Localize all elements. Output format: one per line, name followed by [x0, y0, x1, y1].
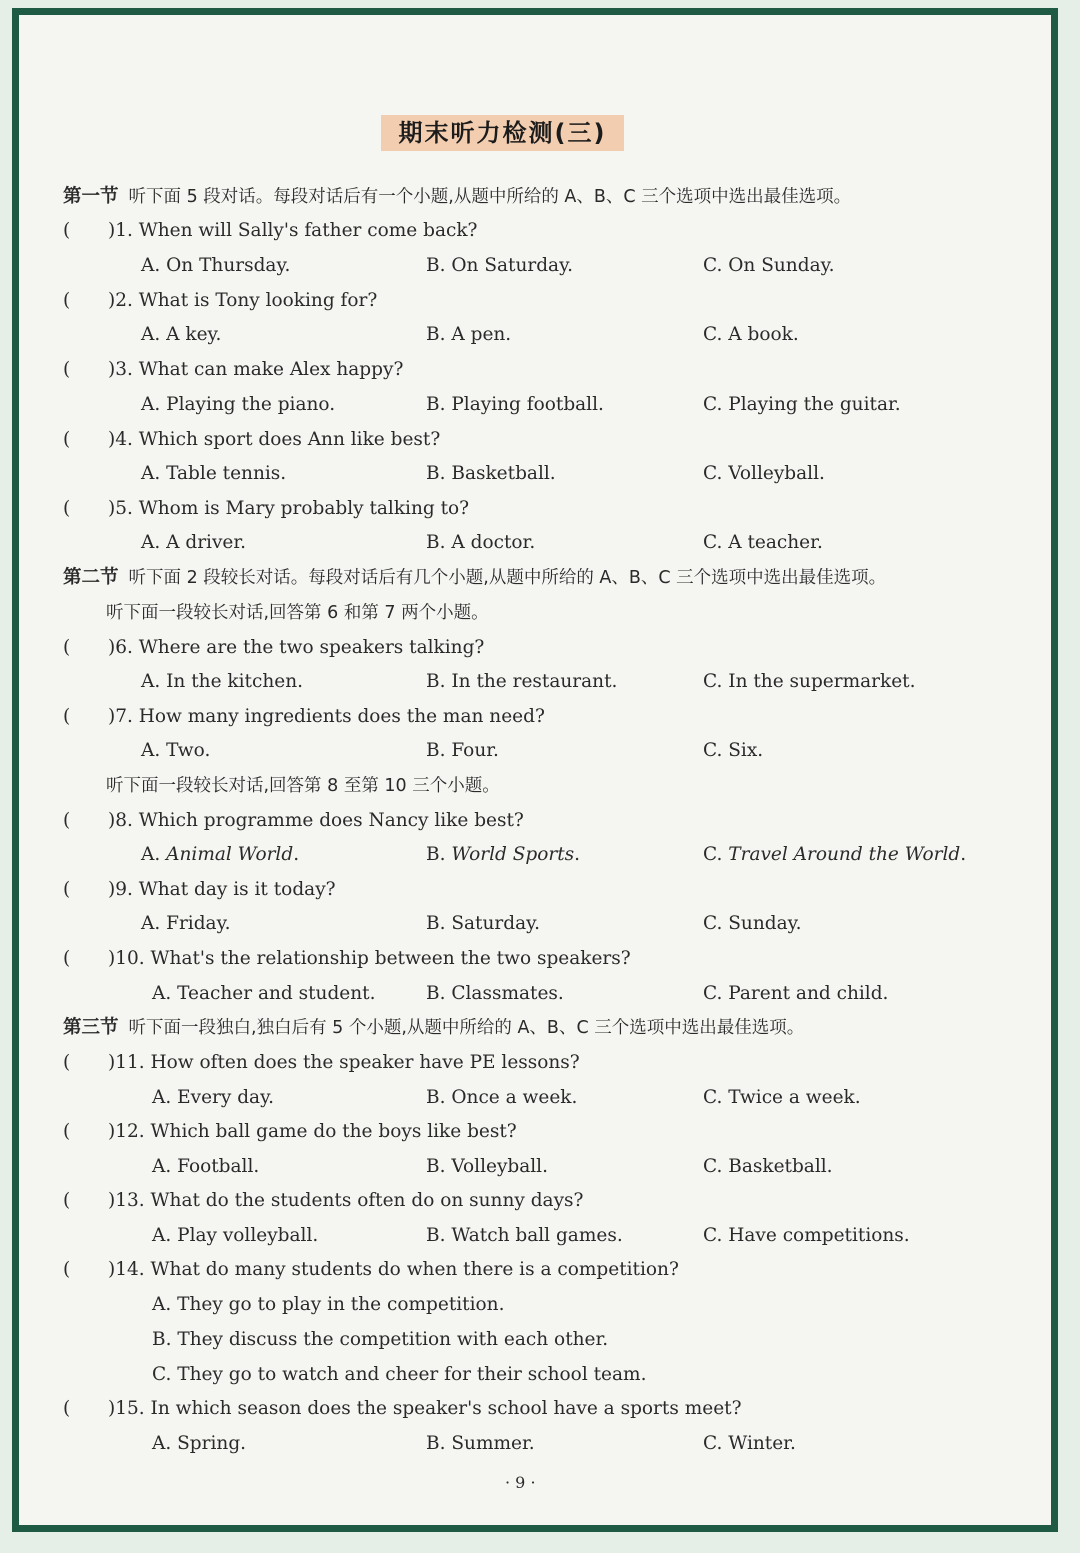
section-1-text: 听下面 5 段对话。每段对话后有一个小题,从题中所给的 A、B、C 三个选项中选出最佳选项。 — [128, 187, 852, 207]
question-13: )13. What do the students often do on sunny days? — [108, 1190, 584, 1211]
programme-title: World Sports — [451, 844, 575, 865]
question-8: )8. Which programme does Nancy like best? — [108, 810, 524, 831]
q1-option-b: B. On Saturday. — [426, 255, 573, 276]
q7-option-a: A. Two. — [141, 740, 211, 761]
q12-option-b: B. Volleyball. — [426, 1156, 548, 1177]
answer-blank: ( — [63, 1121, 71, 1142]
option-punct: . — [293, 844, 300, 865]
question-14: )14. What do many students do when there is a competition? — [108, 1259, 679, 1280]
q7-option-c: C. Six. — [703, 740, 764, 761]
q5-option-b: B. A doctor. — [426, 532, 536, 553]
answer-blank: ( — [63, 637, 71, 658]
q3-option-b: B. Playing football. — [426, 394, 604, 415]
section-1-heading — [63, 185, 851, 209]
dialogue-1-instruction: 听下面一段较长对话,回答第 6 和第 7 两个小题。 — [106, 603, 489, 623]
question-10: )10. What's the relationship between the two speakers? — [108, 948, 631, 969]
question-12: )12. Which ball game do the boys like best? — [108, 1121, 517, 1142]
q2-option-b: B. A pen. — [426, 324, 512, 345]
question-2: )2. What is Tony looking for? — [108, 290, 378, 311]
answer-blank: ( — [63, 429, 71, 450]
option-letter: A. — [141, 844, 167, 865]
answer-blank: ( — [63, 1052, 71, 1073]
q9-option-b: B. Saturday. — [426, 913, 540, 934]
q11-option-b: B. Once a week. — [426, 1087, 578, 1108]
q15-option-b: B. Summer. — [426, 1433, 535, 1454]
q13-option-a: A. Play volleyball. — [152, 1225, 319, 1246]
q14-option-b: B. They discuss the competition with each other. — [152, 1329, 609, 1350]
programme-title: Travel Around the World — [728, 844, 961, 865]
answer-blank: ( — [63, 948, 71, 969]
q7-option-b: B. Four. — [426, 740, 499, 761]
section-2-label: 第二节 — [63, 567, 119, 588]
q9-option-c: C. Sunday. — [703, 913, 802, 934]
answer-blank: ( — [63, 1259, 71, 1280]
answer-blank: ( — [63, 810, 71, 831]
question-3: )3. What can make Alex happy? — [108, 359, 404, 380]
q11-option-c: C. Twice a week. — [703, 1087, 861, 1108]
answer-blank: ( — [63, 1190, 71, 1211]
q9-option-a: A. Friday. — [141, 913, 231, 934]
q3-option-a: A. Playing the piano. — [141, 394, 336, 415]
section-1-label: 第一节 — [63, 186, 119, 207]
q8-option-a — [141, 843, 299, 867]
answer-blank: ( — [63, 359, 71, 380]
q11-option-a: A. Every day. — [152, 1087, 274, 1108]
answer-blank: ( — [63, 220, 71, 241]
q12-option-a: A. Football. — [152, 1156, 260, 1177]
dialogue-2-instruction: 听下面一段较长对话,回答第 8 至第 10 三个小题。 — [106, 776, 500, 796]
q3-option-c: C. Playing the guitar. — [703, 394, 901, 415]
q5-option-c: C. A teacher. — [703, 532, 823, 553]
question-7: )7. How many ingredients does the man need? — [108, 706, 545, 727]
q10-option-b: B. Classmates. — [426, 983, 564, 1004]
section-3-heading — [63, 1016, 804, 1040]
page-number: · 9 · — [505, 1473, 536, 1492]
page-title: 期末听力检测(三) — [381, 115, 624, 151]
q4-option-a: A. Table tennis. — [141, 463, 287, 484]
q10-option-c: C. Parent and child. — [703, 983, 889, 1004]
answer-blank: ( — [63, 498, 71, 519]
q14-option-c: C. They go to watch and cheer for their school team. — [152, 1364, 647, 1385]
q8-option-b — [426, 843, 580, 867]
q15-option-c: C. Winter. — [703, 1433, 796, 1454]
section-2-heading — [63, 566, 886, 590]
question-4: )4. Which sport does Ann like best? — [108, 429, 441, 450]
question-15: )15. In which season does the speaker's school have a sports meet? — [108, 1398, 742, 1419]
answer-blank: ( — [63, 1398, 71, 1419]
option-punct: . — [574, 844, 581, 865]
answer-blank: ( — [63, 290, 71, 311]
q8-option-c — [703, 843, 966, 867]
q6-option-a: A. In the kitchen. — [141, 671, 303, 692]
q10-option-a: A. Teacher and student. — [152, 983, 376, 1004]
q1-option-c: C. On Sunday. — [703, 255, 835, 276]
programme-title: Animal World — [166, 844, 294, 865]
question-6: )6. Where are the two speakers talking? — [108, 637, 485, 658]
question-5: )5. Whom is Mary probably talking to? — [108, 498, 470, 519]
option-punct: . — [960, 844, 967, 865]
q6-option-c: C. In the supermarket. — [703, 671, 916, 692]
q14-option-a: A. They go to play in the competition. — [152, 1294, 505, 1315]
question-9: )9. What day is it today? — [108, 879, 336, 900]
q15-option-a: A. Spring. — [152, 1433, 247, 1454]
q5-option-a: A. A driver. — [141, 532, 247, 553]
q2-option-a: A. A key. — [141, 324, 222, 345]
answer-blank: ( — [63, 706, 71, 727]
question-1: )1. When will Sally's father come back? — [108, 220, 478, 241]
section-3-label: 第三节 — [63, 1017, 119, 1038]
q13-option-b: B. Watch ball games. — [426, 1225, 623, 1246]
q13-option-c: C. Have competitions. — [703, 1225, 910, 1246]
q1-option-a: A. On Thursday. — [141, 255, 291, 276]
q12-option-c: C. Basketball. — [703, 1156, 833, 1177]
section-2-text: 听下面 2 段较长对话。每段对话后有几个小题,从题中所给的 A、B、C 三个选项中选出最佳选项。 — [128, 568, 887, 588]
q6-option-b: B. In the restaurant. — [426, 671, 618, 692]
option-letter: C. — [703, 844, 729, 865]
section-3-text: 听下面一段独白,独白后有 5 个小题,从题中所给的 A、B、C 三个选项中选出最佳选项。 — [128, 1018, 805, 1038]
answer-blank: ( — [63, 879, 71, 900]
option-letter: B. — [426, 844, 452, 865]
q4-option-b: B. Basketball. — [426, 463, 556, 484]
q4-option-c: C. Volleyball. — [703, 463, 825, 484]
q2-option-c: C. A book. — [703, 324, 799, 345]
question-11: )11. How often does the speaker have PE lessons? — [108, 1052, 580, 1073]
